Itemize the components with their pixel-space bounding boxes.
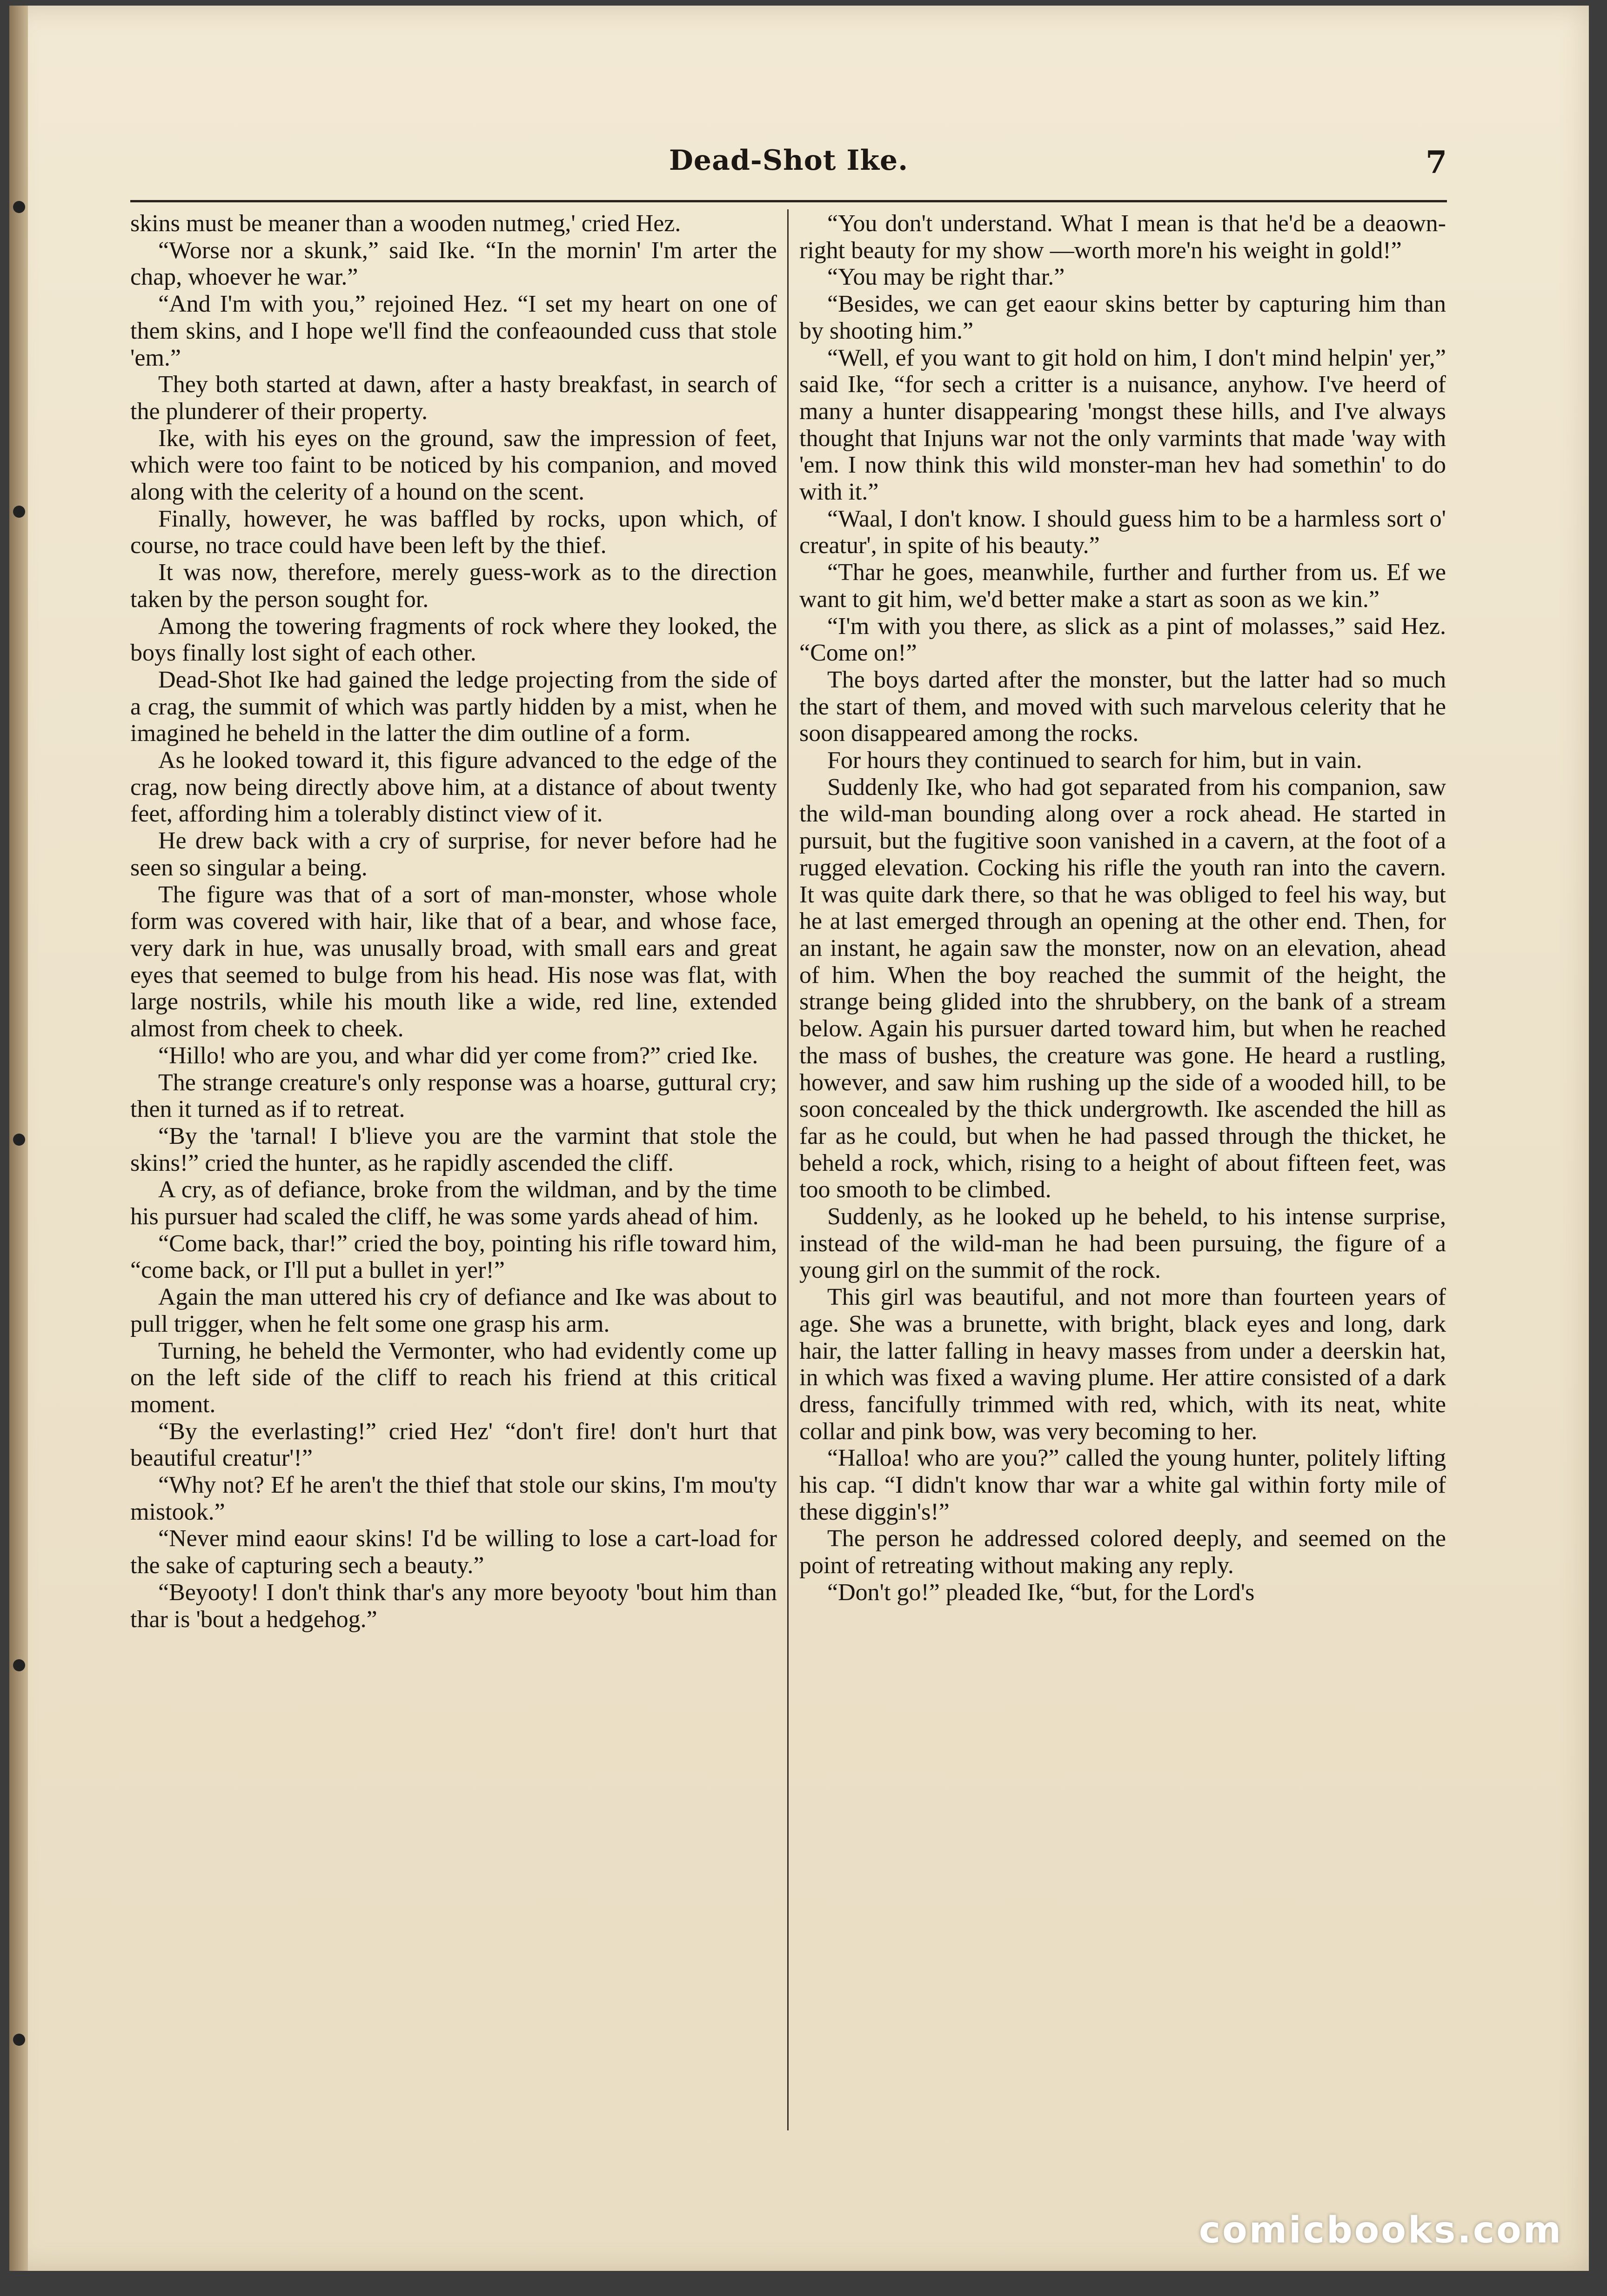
paragraph: “You may be right thar.”: [827, 264, 1065, 291]
column-divider: [787, 209, 789, 2130]
paragraph: It was now, therefore, merely guess-work as to the direction taken by the person sought for.: [130, 559, 777, 613]
paragraph: “Halloa! who are you?” called the young hunter, politely lifting his cap. “I didn't know thar war a white gal within forty mile of these diggin's!”: [799, 1445, 1446, 1525]
page-number: 7: [1426, 144, 1447, 180]
paragraph: Suddenly, as he looked up he beheld, to his intense surprise, instead of the wild-man he had been pursuing, the figure of a young girl on the summit of the rock.: [799, 1203, 1446, 1284]
paragraph: They both started at dawn, after a hasty breakfast, in search of the plunderer of their property.: [130, 371, 777, 425]
binding-hole: [13, 1659, 25, 1671]
paragraph: The figure was that of a sort of man-monster, whose whole form was covered with hair, like that of a bear, and whose face, very dark in hue, was unusally broad, with small ears and great eyes that seemed to bulge from his head. His nose was flat, with large nostrils, while his mouth like a wide, red line, extended almost from cheek to cheek.: [130, 881, 777, 1042]
paragraph: “Well, ef you want to git hold on him, I don't mind helpin' yer,” said Ike, “for sech a critter is a nuisance, anyhow. I've heerd of many a hunter disappearing 'mongst these hills, and I've always thought that Injuns war not the only varmints that made 'way with 'em. I now think this wild monster-man hev had somethin' to do with it.”: [799, 344, 1446, 506]
right-column: [799, 210, 1446, 2164]
paragraph: As he looked toward it, this figure advanced to the edge of the crag, now being directly above him, at a distance of about twenty feet, affording him a tolerably distinct view of it.: [130, 747, 777, 828]
paragraph: A cry, as of defiance, broke from the wildman, and by the time his pursuer had scaled the cliff, he was some yards ahead of him.: [130, 1176, 777, 1230]
paragraph: “Waal, I don't know. I should guess him to be a harmless sort o' creatur', in spite of his beauty.”: [799, 505, 1446, 559]
paragraph: Among the towering fragments of rock where they looked, the boys finally lost sight of each other.: [130, 613, 777, 667]
paragraph: Turning, he beheld the Vermonter, who had evidently come up on the left side of the cliff to reach his friend at this critical moment.: [130, 1337, 777, 1418]
paragraph: “Why not? Ef he aren't the thief that stole our skins, I'm mou'ty mistook.”: [130, 1472, 777, 1525]
paragraph: “Besides, we can get eaour skins better by capturing him than by shooting him.”: [799, 291, 1446, 344]
running-title: Dead-Shot Ike.: [669, 144, 909, 177]
paragraph: “By the everlasting!” cried Hez' “don't fire! don't hurt that beautiful creatur'!”: [130, 1418, 777, 1472]
paragraph: “And I'm with you,” rejoined Hez. “I set my heart on one of them skins, and I hope we'll find the confeaounded cuss that stole 'em.”: [130, 291, 777, 371]
paragraph: “You don't understand. What I mean is that he'd be a deaown-right beauty for my show —worth more'n his weight in gold!”: [799, 210, 1446, 264]
paragraph: “Beyooty! I don't think thar's any more beyooty 'bout him than thar is 'bout a hedgehog.”: [130, 1579, 777, 1633]
paragraph: “Come back, thar!” cried the boy, pointing his rifle toward him, “come back, or I'll put a bullet in yer!”: [130, 1230, 777, 1284]
paragraph: For hours they continued to search for him, but in vain.: [827, 747, 1362, 774]
binding-hole: [13, 506, 25, 518]
watermark: comicbooks.com: [1199, 2209, 1563, 2251]
paragraph: The strange creature's only response was a hoarse, guttural cry; then it turned as if to retreat.: [130, 1069, 777, 1123]
paragraph: “Thar he goes, meanwhile, further and further from us. Ef we want to git him, we'd better make a start as soon as we kin.”: [799, 559, 1446, 613]
paragraph: He drew back with a cry of surprise, for never before had he seen so singular a being.: [130, 828, 777, 881]
paragraph: “Hillo! who are you, and whar did yer come from?” cried Ike.: [158, 1042, 758, 1069]
paragraph: Finally, however, he was baffled by rocks, upon which, of course, no trace could have been left by the thief.: [130, 505, 777, 559]
running-header: [130, 144, 1447, 186]
paragraph: skins must be meaner than a wooden nutmeg,' cried Hez.: [130, 210, 681, 237]
paragraph: “I'm with you there, as slick as a pint of molasses,” said Hez. “Come on!”: [799, 613, 1446, 667]
paragraph: Dead-Shot Ike had gained the ledge projecting from the side of a crag, the summit of which was partly hidden by a mist, when he imagined he beheld in the latter the dim outline of a form.: [130, 666, 777, 747]
header-rule: [130, 200, 1447, 202]
binding-hole: [13, 201, 25, 213]
paragraph: “By the 'tarnal! I b'lieve you are the varmint that stole the skins!” cried the hunter, as he rapidly ascended the cliff.: [130, 1122, 777, 1176]
left-column: [130, 210, 777, 2164]
binding-hole: [13, 2034, 25, 2046]
paragraph: The boys darted after the monster, but the latter had so much the start of them, and moved with such marvelous celerity that he soon disappeared among the rocks.: [799, 666, 1446, 747]
paragraph: The person he addressed colored deeply, and seemed on the point of retreating without making any reply.: [799, 1525, 1446, 1579]
paragraph: Again the man uttered his cry of defiance and Ike was about to pull trigger, when he felt some one grasp his arm.: [130, 1284, 777, 1337]
paragraph: “Worse nor a skunk,” said Ike. “In the mornin' I'm arter the chap, whoever he war.”: [130, 237, 777, 291]
binding-hole: [13, 1134, 25, 1146]
paragraph: “Never mind eaour skins! I'd be willing to lose a cart-load for the sake of capturing sech a beauty.”: [130, 1525, 777, 1579]
paragraph: This girl was beautiful, and not more than fourteen years of age. She was a brunette, with bright, black eyes and long, dark hair, the latter falling in heavy masses from under a deerskin hat, in which was fixed a waving plume. Her attire consisted of a dark dress, fancifully trimmed with red, which, with its neat, white collar and pink bow, was very becoming to her.: [799, 1284, 1446, 1445]
paragraph: “Don't go!” pleaded Ike, “but, for the Lord's: [827, 1579, 1255, 1606]
paragraph: Ike, with his eyes on the ground, saw the impression of feet, which were too faint to be noticed by his companion, and moved along with the celerity of a hound on the scent.: [130, 425, 777, 506]
paragraph: Suddenly Ike, who had got separated from his companion, saw the wild-man bounding along over a rock ahead. He started in pursuit, but the fugitive soon vanished in a cavern, at the foot of a rugged elevation. Cocking his rifle the youth ran into the cavern. It was quite dark there, so that he was obliged to feel his way, but he at last emerged through an opening at the other end. Then, for an instant, he again saw the monster, now on an elevation, ahead of him. When the boy reached the summit of the height, the strange being glided into the shrubbery, on the bank of a stream below. Again his pursuer darted toward him, but when he reached the mass of bushes, the creature was gone. He heard a rustling, however, and saw him rushing up the side of a wooded hill, to be soon concealed by the thick undergrowth. Ike ascended the hill as far as he could, but when he had passed through the thicket, he beheld a rock, which, rising to a height of about fifteen feet, was too smooth to be climbed.: [799, 774, 1446, 1203]
